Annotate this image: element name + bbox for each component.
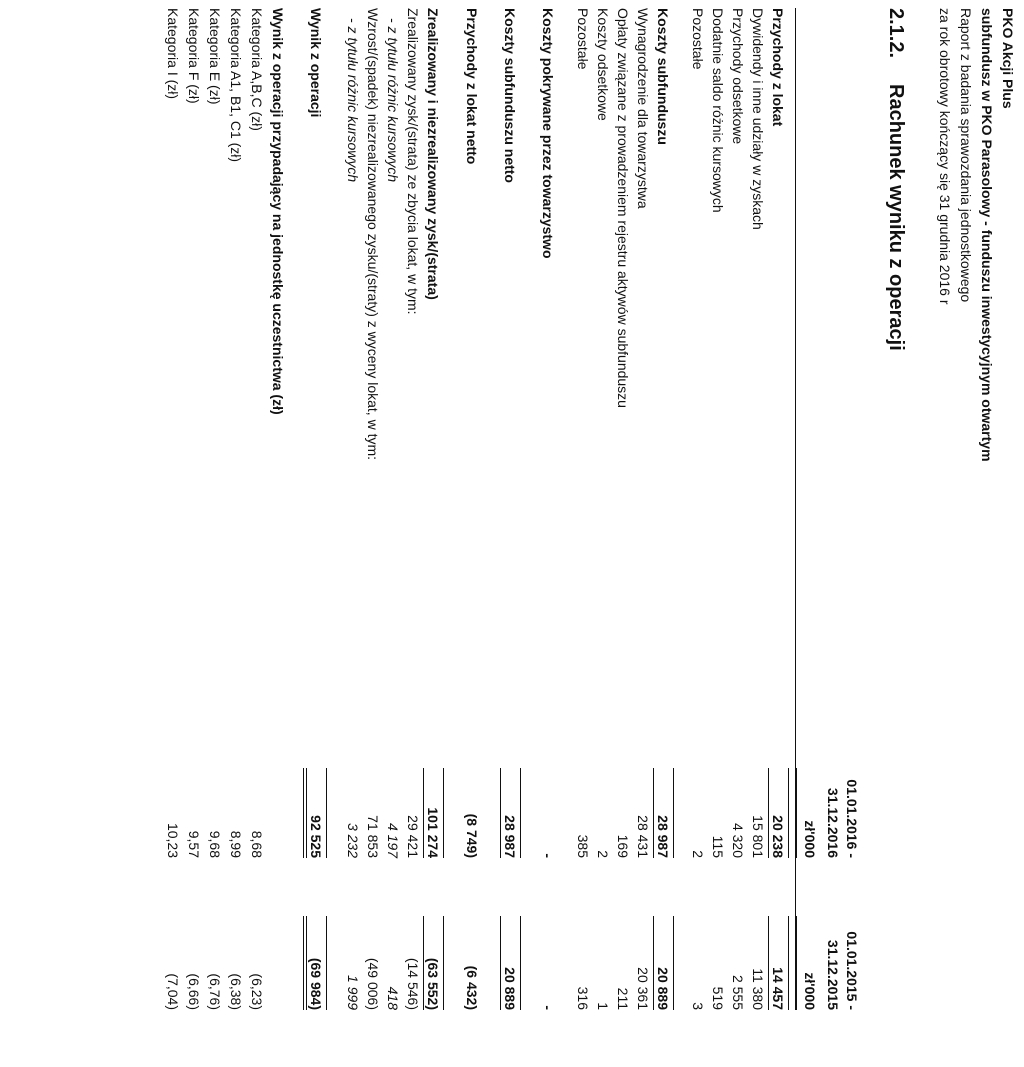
row-label: Opłaty związane z prowadzeniem rejestru aktywów subfunduszu xyxy=(615,8,631,408)
col-2016-period-start: 01.01.2016 - xyxy=(844,779,860,858)
row-label: Koszty subfunduszu xyxy=(655,8,671,145)
total-rule xyxy=(303,768,304,858)
row-label: Kategoria A1, B1, C1 (zł) xyxy=(228,8,244,163)
row-value-2016: 2 xyxy=(595,850,611,858)
row-label: Wynagrodzenie dla towarzystwa xyxy=(635,8,651,209)
row-value-2016: 71 853 xyxy=(365,815,381,858)
row-label: Dywidendy i inne udziały w zyskach xyxy=(750,8,766,230)
subtotal-rule xyxy=(768,916,769,1010)
section-number: 2.1.2. xyxy=(885,8,907,59)
row-value-2015: (49 006) xyxy=(365,957,381,1010)
row-label: Koszty pokrywane przez towarzystwo xyxy=(540,8,556,259)
report-period: za rok obrotowy kończący się 31 grudnia 2016 r xyxy=(937,8,953,305)
row-value-2015: 211 xyxy=(615,987,631,1010)
row-value-2015: 418 xyxy=(385,986,401,1010)
row-value-2015: (14 546) xyxy=(405,957,421,1010)
row-value-2015: (69 984) xyxy=(308,957,324,1010)
row-label: Zrealizowany i niezrealizowany zysk/(strata) xyxy=(425,8,441,300)
row-value-2016: 9,68 xyxy=(207,830,223,858)
row-label: Kategoria F (zł) xyxy=(186,8,202,104)
row-value-2015: 519 xyxy=(710,986,726,1010)
row-value-2015: - xyxy=(540,1005,556,1010)
row-value-2016: 28 987 xyxy=(655,815,671,858)
row-value-2016: 8,68 xyxy=(249,830,265,858)
row-value-2015: 14 457 xyxy=(770,967,786,1010)
row-label: Dodatnie saldo różnic kursowych xyxy=(710,8,726,213)
subtotal-rule xyxy=(520,916,521,1010)
row-label: Zrealizowany zysk/(strata) ze zbycia lokat, w tym: xyxy=(405,8,421,315)
row-label: - z tytułu różnic kursowych xyxy=(385,18,401,183)
row-value-2016: 92 525 xyxy=(308,815,324,858)
row-value-2016: 8,99 xyxy=(228,830,244,858)
row-label: Przychody odsetkowe xyxy=(730,8,746,145)
row-value-2016: 9,57 xyxy=(186,830,202,858)
subtotal-rule xyxy=(443,916,444,1010)
row-value-2016: - xyxy=(540,853,556,858)
row-value-2015: (6,66) xyxy=(186,973,202,1010)
total-rule xyxy=(303,916,304,1010)
row-value-2015: 3 xyxy=(690,1002,706,1010)
row-value-2016: 169 xyxy=(615,834,631,858)
fund-name: PKO Akcji Plus xyxy=(1000,8,1016,109)
row-value-2015: 20 361 xyxy=(635,967,651,1010)
row-value-2016: 15 801 xyxy=(750,815,766,858)
section-title: Rachunek wyniku z operacji xyxy=(885,84,907,351)
header-rule-2016 xyxy=(795,768,797,858)
col-2016-unit: zł'000 xyxy=(802,820,818,858)
row-value-2016: 3 232 xyxy=(345,822,361,858)
header-rule-2015 xyxy=(795,916,797,1010)
total-rule xyxy=(326,768,327,858)
total-rule xyxy=(306,916,307,1010)
row-value-2016: 28 431 xyxy=(635,815,651,858)
row-value-2016: 115 xyxy=(710,835,726,858)
subtotal-rule xyxy=(673,768,674,858)
subtotal-rule xyxy=(768,768,769,858)
row-value-2015: 1 999 xyxy=(345,974,361,1010)
col-2015-unit: zł'000 xyxy=(802,972,818,1010)
row-value-2016: 10,23 xyxy=(165,822,181,858)
row-value-2016: 385 xyxy=(575,834,591,858)
row-value-2015: (6,23) xyxy=(249,973,265,1010)
row-value-2015: 20 889 xyxy=(502,967,518,1010)
total-rule xyxy=(306,768,307,858)
subtotal-rule xyxy=(673,916,674,1010)
row-value-2015: (63 552) xyxy=(425,957,441,1010)
row-value-2015: (6,38) xyxy=(228,973,244,1010)
row-label: Przychody z lokat netto xyxy=(464,8,480,165)
row-label: Koszty odsetkowe xyxy=(595,8,611,121)
row-label: Kategoria I (zł) xyxy=(165,8,181,100)
report-title: Raport z badania sprawozdania jednostkowego xyxy=(958,8,974,303)
row-value-2016: 2 xyxy=(690,850,706,858)
subfund-description: subfundusz w PKO Parasolowy - funduszu inwestycyjnym otwartym xyxy=(979,8,995,462)
subtotal-rule xyxy=(788,768,789,858)
subtotal-rule xyxy=(500,768,501,858)
row-label: Wzrost/(spadek) niezrealizowanego zysku/(straty) z wyceny lokat, w tym: xyxy=(365,8,381,461)
row-label: Koszty subfunduszu netto xyxy=(502,8,518,183)
row-value-2015: (6,76) xyxy=(207,973,223,1010)
row-label: Pozostałe xyxy=(690,8,706,70)
subtotal-rule xyxy=(423,768,424,858)
row-value-2015: (6 432) xyxy=(464,965,480,1010)
row-value-2015: (7,04) xyxy=(165,973,181,1010)
row-value-2015: 20 889 xyxy=(655,967,671,1010)
row-value-2016: 101 274 xyxy=(425,807,441,858)
row-value-2015: 2 555 xyxy=(730,974,746,1010)
total-rule xyxy=(326,916,327,1010)
col-2015-period-end: 31.12.2015 xyxy=(825,939,841,1010)
header-rule xyxy=(795,8,796,1010)
col-2015-period-start: 01.01.2015 - xyxy=(844,931,860,1010)
row-value-2016: 28 987 xyxy=(502,815,518,858)
row-label: Kategoria A,B,C (zł) xyxy=(249,8,265,131)
subtotal-rule xyxy=(653,768,654,858)
row-value-2015: 11 380 xyxy=(750,968,766,1010)
subtotal-rule xyxy=(443,768,444,858)
subtotal-rule xyxy=(500,916,501,1010)
col-2016-period-end: 31.12.2016 xyxy=(825,787,841,858)
row-value-2015: 316 xyxy=(575,986,591,1010)
subtotal-rule xyxy=(520,768,521,858)
row-label: Wynik z operacji xyxy=(308,8,324,118)
row-label: - z tytułu różnic kursowych xyxy=(345,18,361,183)
row-label: Kategoria E (zł) xyxy=(207,8,223,105)
row-label: Przychody z lokat xyxy=(770,8,786,127)
row-label: Pozostałe xyxy=(575,8,591,70)
row-value-2016: 29 421 xyxy=(405,815,421,858)
row-value-2015: 1 xyxy=(595,1002,611,1010)
row-value-2016: 4 320 xyxy=(730,822,746,858)
row-value-2016: 4 197 xyxy=(385,822,401,858)
row-label: Wynik z operacji przypadający na jednostkę uczestnictwa (zł) xyxy=(270,8,286,415)
row-value-2016: (8 749) xyxy=(464,813,480,858)
row-value-2016: 20 238 xyxy=(770,815,786,858)
subtotal-rule xyxy=(788,916,789,1010)
subtotal-rule xyxy=(423,916,424,1010)
subtotal-rule xyxy=(653,916,654,1010)
